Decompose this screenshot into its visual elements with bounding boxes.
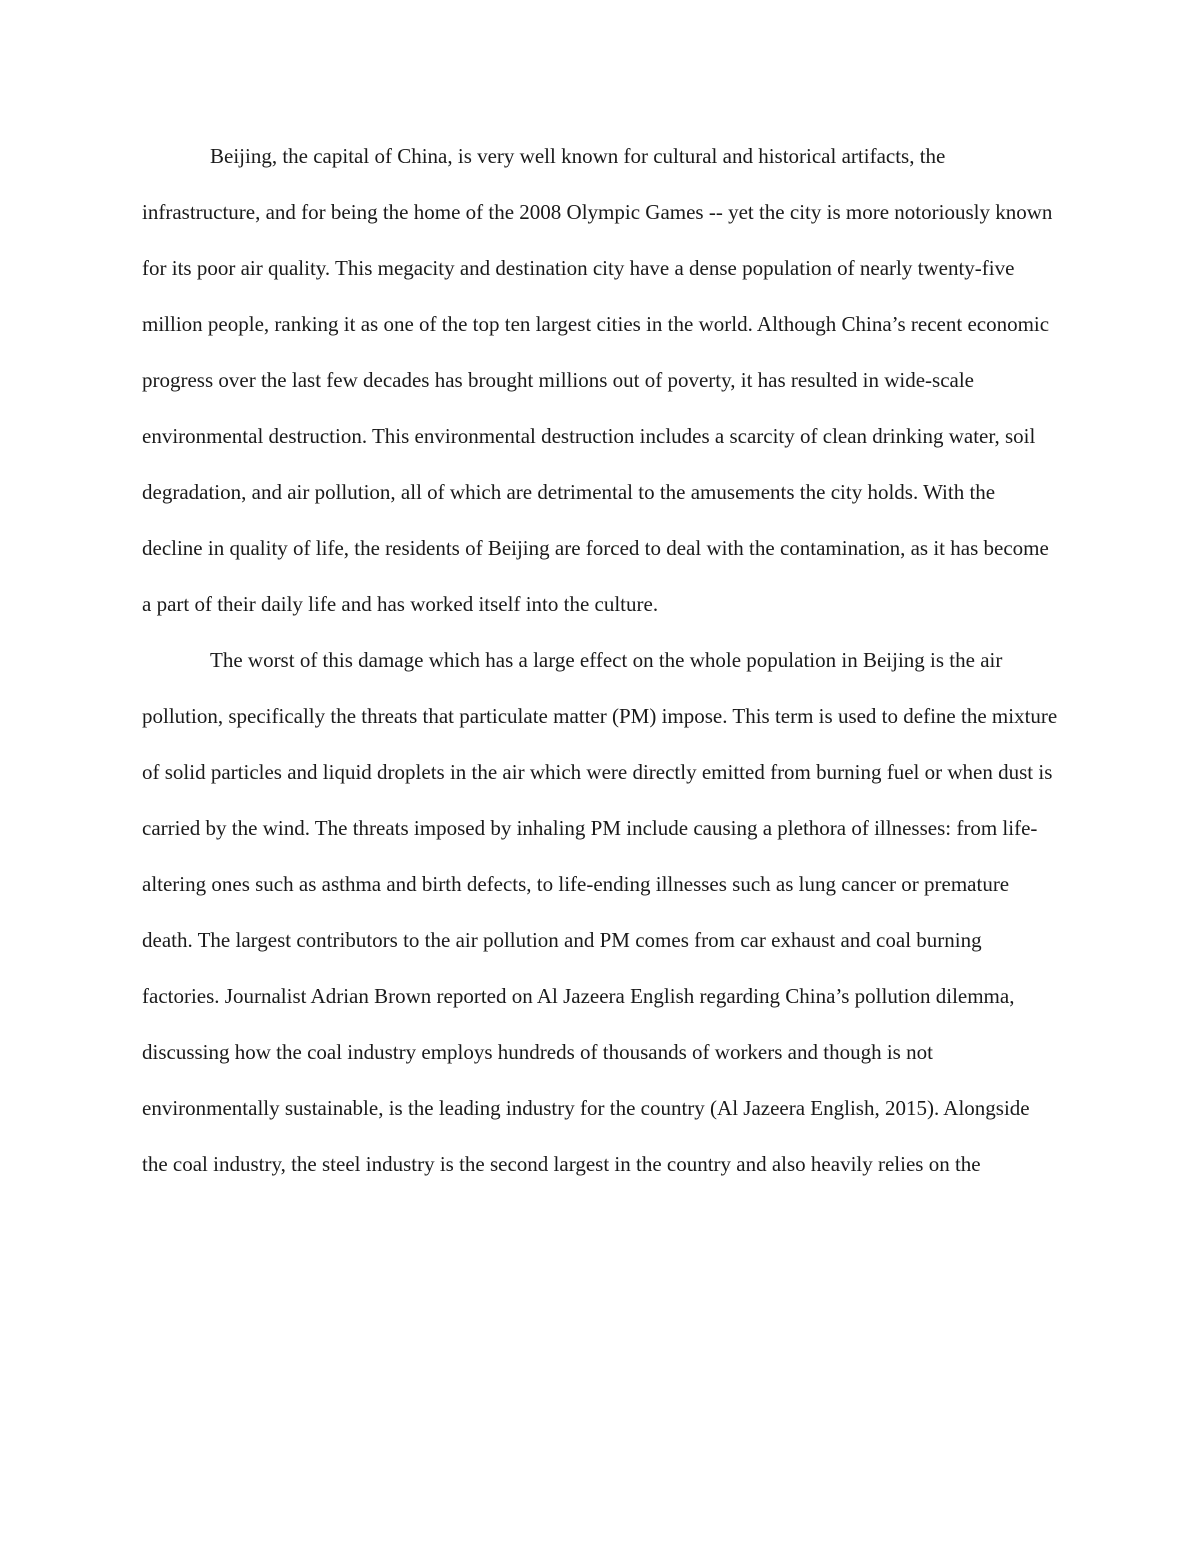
essay-body xyxy=(142,128,1060,1192)
paragraph-1: Beijing, the capital of China, is very well known for cultural and historical artifacts, the infrastructure, and for being the home of the 2008 Olympic Games -- yet the city is more notoriously known for its poor air quality. This megacity and destination city have a dense population of nearly twenty-five million people, ranking it as one of the top ten largest cities in the world. Although China’s recent economic progress over the last few decades has brought millions out of poverty, it has resulted in wide-scale environmental destruction. This environmental destruction includes a scarcity of clean drinking water, soil degradation, and air pollution, all of which are detrimental to the amusements the city holds. With the decline in quality of life, the residents of Beijing are forced to deal with the contamination, as it has become a part of their daily life and has worked itself into the culture. xyxy=(142,144,1053,616)
paragraph-2: The worst of this damage which has a large effect on the whole population in Beijing is the air pollution, specifically the threats that particulate matter (PM) impose. This term is used to define the mixture of solid particles and liquid droplets in the air which were directly emitted from burning fuel or when dust is carried by the wind. The threats imposed by inhaling PM include causing a plethora of illnesses: from life-altering ones such as asthma and birth defects, to life-ending illnesses such as lung cancer or premature death. The largest contributors to the air pollution and PM comes from car exhaust and coal burning factories. Journalist Adrian Brown reported on Al Jazeera English regarding China’s pollution dilemma, discussing how the coal industry employs hundreds of thousands of workers and though is not environmentally sustainable, is the leading industry for the country (Al Jazeera English, 2015). Alongside the coal industry, the steel industry is the second largest in the country and also heavily relies on the xyxy=(142,648,1058,1176)
